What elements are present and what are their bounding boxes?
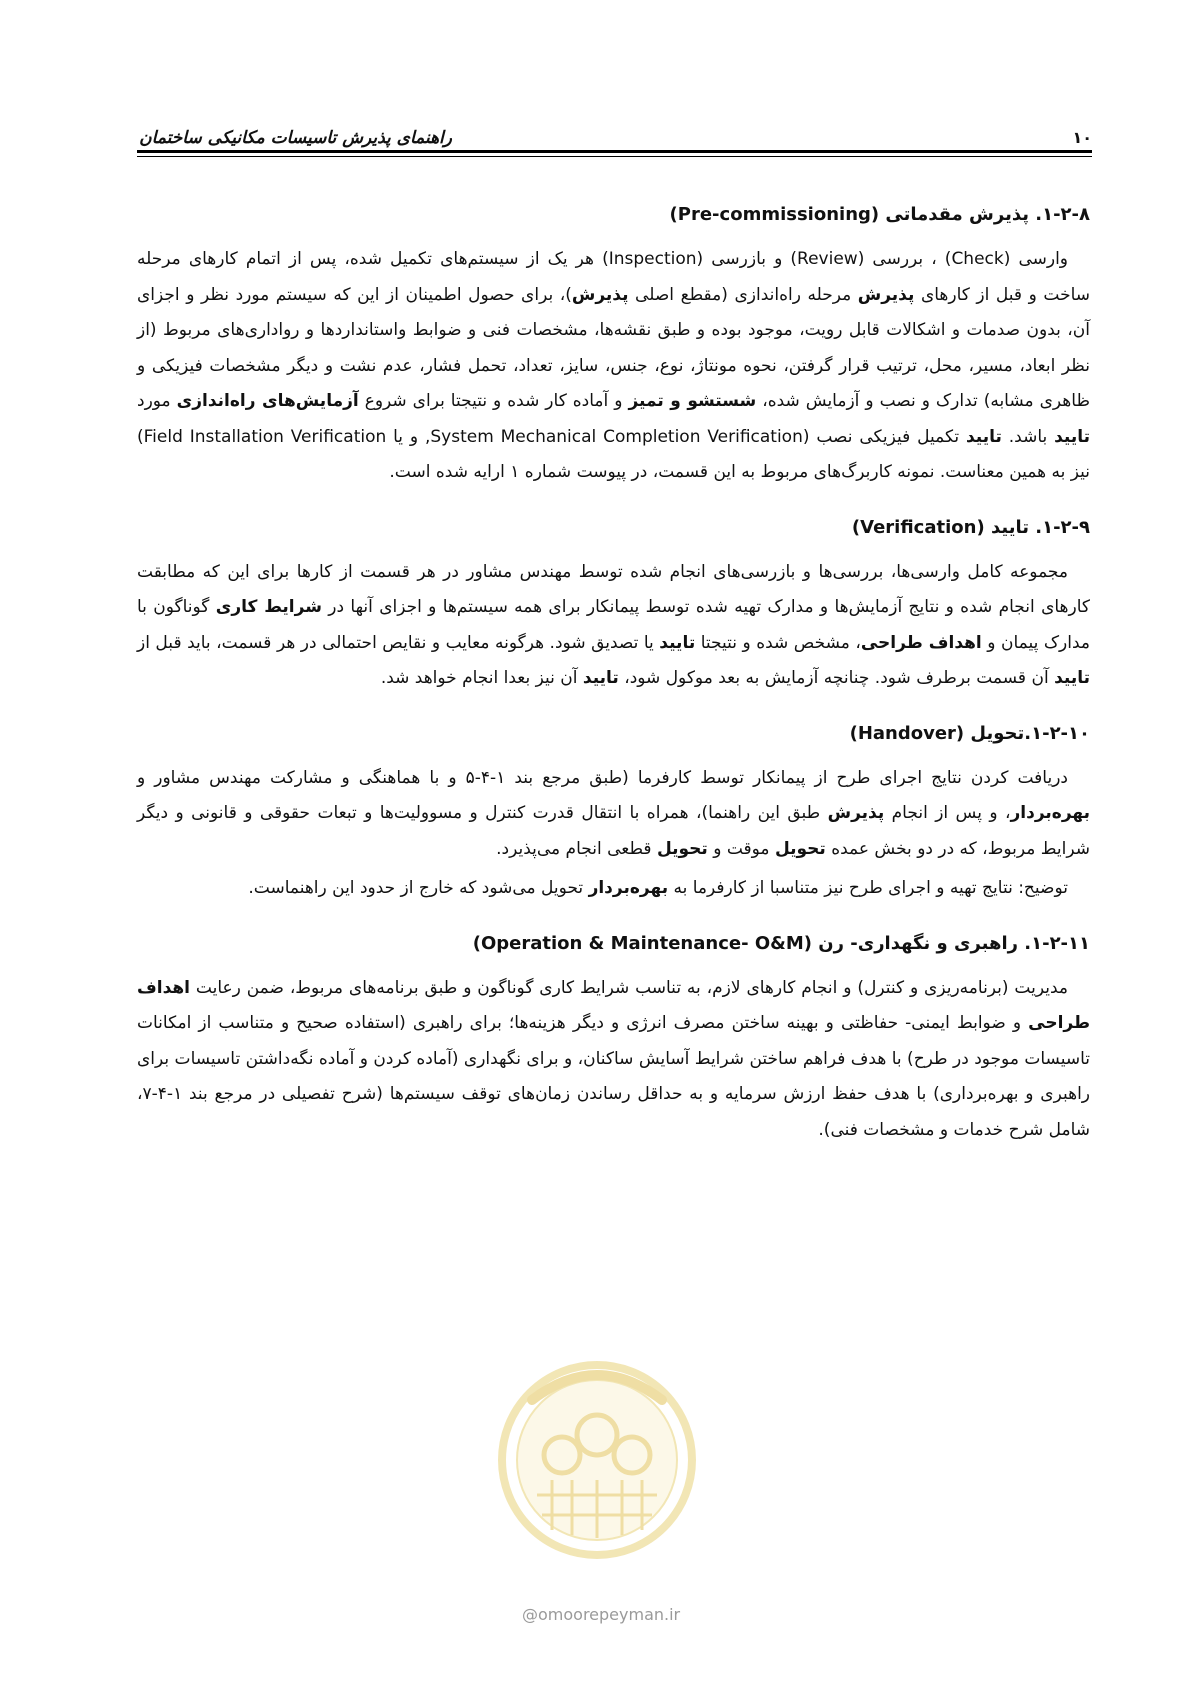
running-title: راهنمای پذیرش تاسیسات مکانیکی ساختمان bbox=[139, 128, 452, 148]
page-body bbox=[137, 200, 1090, 1170]
paragraph-pre-commissioning: وارسی (Check) ، بررسی (Review) و بازرسی (Inspection) هر یک از سیستم‌های تکمیل شده، پس از اتمام کارهای مرحله ساخت و قبل از کارهای پذیرش مرحله راه‌اندازی (مقطع اصلی پذیرش)، برای حصول اطمینان از این که سیستم مورد نظر و اجزای آن، بدون صدمات و اشکالات قابل رویت، موجود بوده و طبق نقشه‌ها، مشخصات فنی و ضوابط واستانداردها و رواداری‌های مربوط (از نظر ابعاد، مسیر، محل، ترتیب قرار گرفتن، نحوه مونتاژ، نوع، جنس، سایز، تعداد، تحمل فشار، عدم نشت و دیگر مشخصات فیزیکی و ظاهری مشابه) تدارک و نصب و آزمایش شده، شستشو و تمیز و آماده کار شده و نتیجتا برای شروع آزمایش‌های راه‌اندازی مورد تایید باشد. تایید تکمیل فیزیکی نصب (System Mechanical Completion Verification, و یا Field Installation Verification) نیز به همین معناست. نمونه کاربرگ‌های مربوط به این قسمت، در پیوست شماره ۱ ارایه شده است. bbox=[137, 249, 1091, 482]
section-heading-handover: ۱-۲-۱۰.تحویل (Handover) bbox=[849, 722, 1090, 744]
header-rule-thin bbox=[137, 156, 1092, 157]
section-heading-operation-maintenance: ۱-۲-۱۱. راهبری و نگهداری- رن (Operation & Maintenance- O&M) bbox=[472, 932, 1090, 954]
watermark-site: @omoorepeyman.ir bbox=[522, 1605, 681, 1624]
paragraph-handover: دریافت کردن نتایج اجرای طرح از پیمانکار توسط کارفرما (طبق مرجع بند ۱-۴-۵ و با هماهنگی و مشارکت مهندس مشاور و بهره‌بردار، و پس از انجام پذیرش طبق این راهنما)، همراه با انتقال قدرت کنترل و مسوولیت‌ها و تبعات حقوقی و قانونی و دیگر شرایط مربوط، که در دو بخش عمده تحویل موقت و تحویل قطعی انجام می‌پذیرد. bbox=[137, 767, 1090, 859]
section-heading-pre-commissioning: ۱-۲-۸. پذیرش مقدماتی (Pre-commissioning) bbox=[669, 204, 1090, 225]
page-number: ۱۰ bbox=[1072, 128, 1092, 147]
watermark-logo-icon bbox=[492, 1330, 702, 1600]
handover-note: توضیح: نتایج تهیه و اجرای طرح نیز متناسبا از کارفرما به بهره‌بردار تحویل می‌شود که خارج از حدود این راهنماست. bbox=[248, 878, 1068, 898]
paragraph-operation-maintenance: مدیریت (برنامه‌ریزی و کنترل) و انجام کارهای لازم، به تناسب شرایط کاری گوناگون و طبق برنامه‌های مربوط، ضمن رعایت اهداف طراحی و ضوابط ایمنی- حفاظتی و بهینه ساختن مصرف انرژی و دیگر هزینه‌ها؛ برای راهبری (استفاده صحیح و متناسب از امکانات تاسیسات موجود در طرح) با هدف فراهم ساختن شرایط آسایش ساکنان، و برای نگهداری (آماده کردن و آماده نگه‌داشتن تاسیسات برای راهبری و بهره‌برداری) با هدف حفظ ارزش سرمایه و به حداقل رساندن زمان‌های توقف سیستم‌ها (شرح تفصیلی در مرجع بند ۱-۴-۷، شامل شرح خدمات و مشخصات فنی). bbox=[137, 977, 1090, 1140]
paragraph-verification: مجموعه کامل وارسی‌ها، بررسی‌ها و بازرسی‌های انجام شده توسط مهندس مشاور در هر قسمت از کارها برای این که مطابقت کارهای انجام شده و نتایج آزمایش‌ها و مدارک تهیه شده توسط پیمانکار برای همه سیستم‌ها و اجزای آنها در شرایط کاری گوناگون با مدارک پیمان و اهداف طراحی، مشخص شده و نتیجتا تایید یا تصدیق شود. هرگونه معایب و نقایص احتمالی در هر قسمت، باید قبل از تایید آن قسمت برطرف شود. چنانچه آزمایش به بعد موکول شود، تایید آن نیز بعدا انجام خواهد شد. bbox=[137, 561, 1091, 688]
section-heading-verification: ۱-۲-۹. تایید (Verification) bbox=[851, 516, 1090, 538]
header-rule-thick bbox=[137, 150, 1092, 153]
